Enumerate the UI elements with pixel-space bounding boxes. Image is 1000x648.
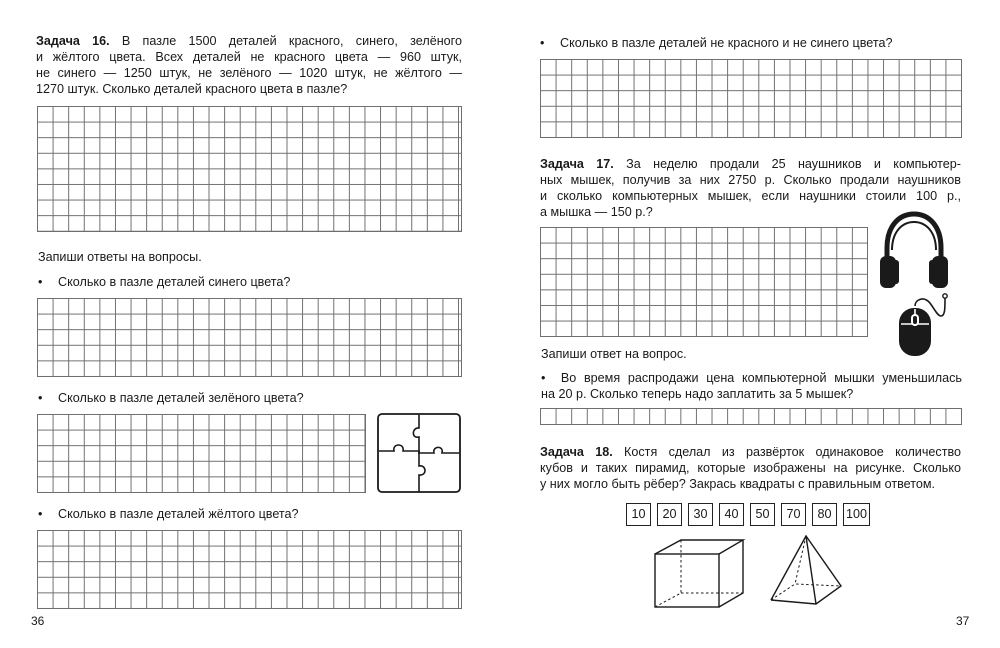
page-number-right: 37 <box>956 614 970 628</box>
blue-answer-grid[interactable] <box>37 298 462 377</box>
task16-line-4: 1270 штук. Сколько деталей красного цвета в пазле? <box>36 82 348 96</box>
task16-answer-grid[interactable] <box>37 106 462 232</box>
task16-title: Задача 16. <box>36 34 110 48</box>
cube-icon <box>652 538 746 610</box>
task17-line-4: а мышка — 150 р.? <box>540 205 653 219</box>
question-green: • Сколько в пазле деталей зелёного цвета? <box>58 390 304 406</box>
task17-line-3: и сколько компьютерных мышек, если наушники стоили 100 р., <box>540 189 961 203</box>
task18-line-3: у них могло быть рёбер? Закрась квадраты с правильным ответом. <box>540 477 936 491</box>
task17-title: Задача 17. <box>540 157 614 171</box>
question-not-red-blue: • Сколько в пазле деталей не красного и не синего цвета? <box>560 35 892 51</box>
page-number-left: 36 <box>31 614 45 628</box>
answer-option-40[interactable]: 40 <box>719 503 744 526</box>
headphones-icon <box>878 210 950 292</box>
task18-line-1: Задача 18. Костя сделал из развёрток одинаковое количество <box>540 445 962 459</box>
answer-option-50[interactable]: 50 <box>750 503 775 526</box>
task18-answer-options <box>626 503 870 526</box>
answer-option-20[interactable]: 20 <box>657 503 682 526</box>
task18-title: Задача 18. <box>540 445 613 459</box>
task16-line-2: и жёлтого цвета. Всех деталей не красного цвета — 960 штук, <box>36 50 462 64</box>
answer-option-10[interactable]: 10 <box>626 503 651 526</box>
answer-option-30[interactable]: 30 <box>688 503 713 526</box>
answer-option-100[interactable]: 100 <box>843 503 870 526</box>
question-sale-line-2: на 20 р. Сколько теперь надо заплатить за 5 мышек? <box>541 387 854 401</box>
question-yellow: • Сколько в пазле деталей жёлтого цвета? <box>58 506 299 522</box>
task17-answer-grid[interactable] <box>540 227 868 337</box>
task16-line-1: Задача 16. В пазле 1500 деталей красного, синего, зелёного <box>36 34 462 48</box>
task16-line-3: не синего — 1250 штук, не зелёного — 1020 штук, не жёлтого — <box>36 66 462 80</box>
task17-line-2: ных мышек, получив за них 2750 р. Сколько продали наушников <box>540 173 961 187</box>
puzzle-icon <box>376 412 462 494</box>
task18-line-2: кубов и таких пирамид, которые изображены на рисунке. Сколько <box>540 461 961 475</box>
pyramid-icon <box>768 534 844 608</box>
question-sale-line-1: • Во время распродажи цена компьютерной мышки уменьшилась <box>541 371 962 385</box>
task18-text <box>540 444 961 492</box>
answer-option-70[interactable]: 70 <box>781 503 806 526</box>
sale-answer-grid[interactable] <box>540 408 962 425</box>
question-sale <box>541 370 962 402</box>
answer-option-80[interactable]: 80 <box>812 503 837 526</box>
green-answer-grid[interactable] <box>37 414 366 493</box>
computer-mouse-icon <box>893 292 955 358</box>
not-red-blue-answer-grid[interactable] <box>540 59 962 138</box>
left-instruction: Запиши ответы на вопросы. <box>38 250 202 264</box>
task16-text <box>36 33 462 97</box>
task17-line-1: Задача 17. За неделю продали 25 наушников и компьютер- <box>540 157 961 171</box>
yellow-answer-grid[interactable] <box>37 530 462 609</box>
question-blue: • Сколько в пазле деталей синего цвета? <box>58 274 290 290</box>
right-instruction: Запиши ответ на вопрос. <box>541 347 687 361</box>
